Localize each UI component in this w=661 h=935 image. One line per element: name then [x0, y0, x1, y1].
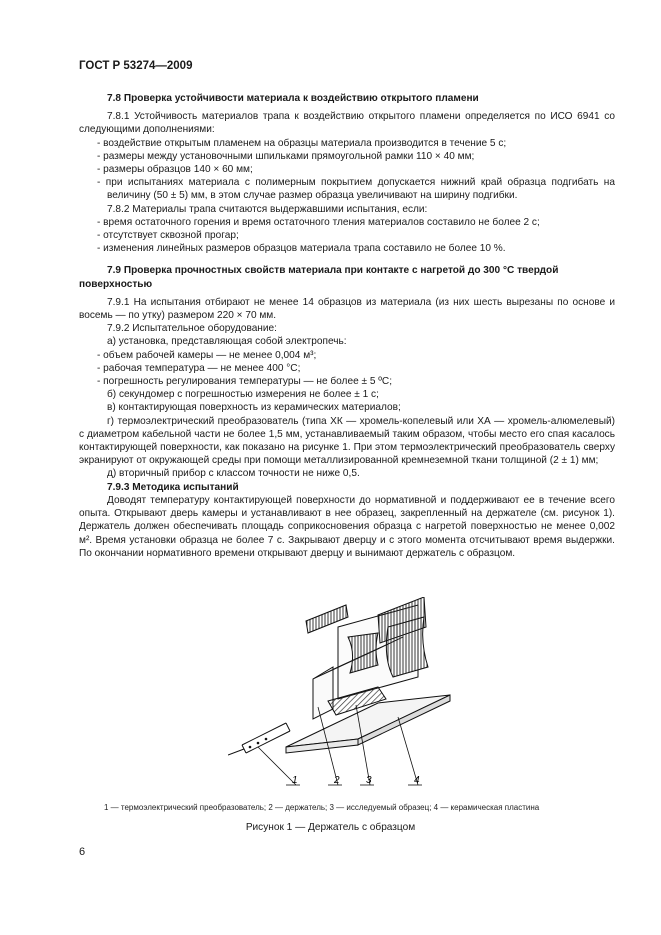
figure-holder-diagram — [228, 597, 478, 797]
list-item: д) вторичный прибор с классом точности не ниже 0,5. — [107, 468, 360, 480]
figure-label-4: 4 — [414, 775, 420, 786]
figure-legend: 1 — термоэлектрический преобразователь; 2 — держатель; 3 — исследуемый образец; 4 — керамическая пластина — [104, 803, 540, 812]
list-item: - размеры между установочными шпильками прямоугольной рамки 110 × 40 мм; — [97, 150, 475, 162]
section-7-9-heading: 7.9 Проверка прочностных свойств материала при контакте с нагретой до 300 °С твердой поверхностью — [79, 265, 559, 290]
section-7-8-heading: 7.8 Проверка устойчивости материала к воздействию открытого пламени — [107, 93, 479, 104]
figure-label-2: 2 — [334, 775, 340, 786]
paragraph-7-9-3-heading: 7.9.3 Методика испытаний — [107, 481, 239, 493]
paragraph-7-8-2: 7.8.2 Материалы трапа считаются выдержавшими испытания, если: — [107, 203, 428, 215]
list-item: - изменения линейных размеров образцов материала трапа составило не более 10 %. — [97, 243, 506, 255]
figure-label-1: 1 — [292, 775, 298, 786]
figure-label-3: 3 — [366, 775, 372, 786]
list-item: - при испытаниях материала с полимерным покрытием допускается нижний край образца подгибать на величину (50 ± 5) мм, в этом случае размер образца увеличивают на ширину подгибки. — [97, 177, 615, 202]
thermocouple-probe — [228, 723, 290, 755]
figure-caption: Рисунок 1 — Держатель с образцом — [245, 822, 416, 833]
list-item: - отсутствует сквозной прогар; — [97, 230, 239, 242]
page-number: 6 — [79, 846, 86, 858]
list-item: - время остаточного горения и время остаточного тления материалов составило не более 2 с; — [97, 216, 540, 228]
list-item: - размеры образцов 140 × 60 мм; — [97, 164, 253, 176]
list-item: - рабочая температура — не менее 400 °С; — [97, 362, 301, 374]
paragraph-7-9-3: Доводят температуру контактирующей поверхности до нормативной и поддерживают ее в течение всего опыта. Открывают дверь камеры и устанавливают в нее образец, закрепленный на держателе (см. рисунок 1). Держатель должен обеспечивать площадь соприкосновения образца с нагретой поверхностью не менее 0,002 м². Время установки образца не более 7 с. Закрывают дверцу и с этого момента отсчитывают время выдержки. По окончании нормативного времени открывают дверцу и вынимают держатель с образцом. — [79, 494, 615, 559]
list-item: - воздействие открытым пламенем на образцы материала производится в течение 5 с; — [97, 137, 507, 149]
list-item: - объем рабочей камеры — не менее 0,004 м³; — [97, 349, 317, 361]
list-item: б) секундомер с погрешностью измерения не более ± 1 с; — [107, 389, 379, 401]
paragraph-7-9-1: 7.9.1 На испытания отбирают не менее 14 образцов из материала (из них шесть вырезаны по основе и восемь — по утку) размером 220 × 70 мм. — [79, 296, 615, 322]
list-item: г) термоэлектрический преобразователь (типа ХК — хромель-копелевый или ХА — хромель-алюмелевый) с диаметром кабельной части не более 1,5 мм, устанавливаемый таким образом, чтобы место его спая касалось контактирующей поверхности, как показано на рисунке 1. При этом термоэлектрический преобразователь сверху экранируют от окружающей среды при помощи металлизированной кремнеземной ткани толщиной (2 ± 1) мм; — [79, 415, 615, 467]
document-header: ГОСТ Р 53274—2009 — [79, 60, 193, 72]
document-body — [79, 92, 615, 560]
paragraph-7-8-1: 7.8.1 Устойчивость материалов трапа к воздействию открытого пламени определяется по ИСО 6941 со следующими дополнениями: — [79, 111, 615, 136]
list-item: а) установка, представляющая собой электропечь: — [107, 336, 347, 348]
list-item: в) контактирующая поверхность из керамических материалов; — [107, 402, 401, 414]
list-item: - погрешность регулирования температуры — не более ± 5 ºС; — [97, 376, 393, 388]
paragraph-7-9-2: 7.9.2 Испытательное оборудование: — [107, 323, 277, 335]
